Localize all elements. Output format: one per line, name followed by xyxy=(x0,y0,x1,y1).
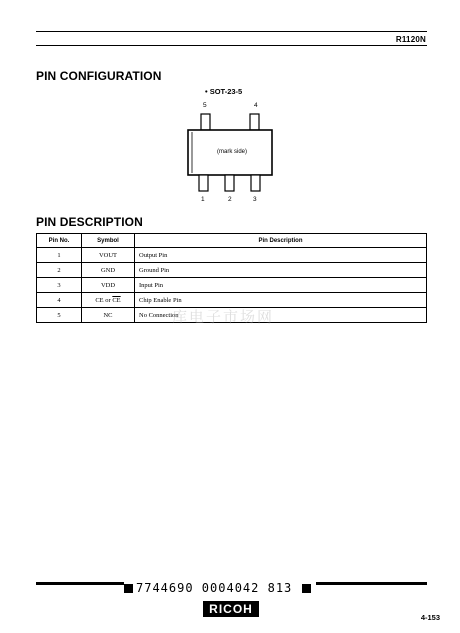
pin-no-cell: 2 xyxy=(37,263,82,278)
pin-number-top: 5 xyxy=(203,102,207,109)
column-header: Pin No. xyxy=(37,234,82,248)
table-row xyxy=(37,263,427,278)
barcode-text: 7744690 0004042 813 xyxy=(136,581,293,595)
pin-number-bottom: 3 xyxy=(253,196,257,203)
description-cell: Ground Pin xyxy=(135,263,427,278)
symbol-cell: GND xyxy=(82,263,135,278)
pin-number-bottom: 2 xyxy=(228,196,232,203)
table-header-row xyxy=(37,234,427,248)
symbol-cell: NC xyxy=(82,308,135,323)
lead-pin-2 xyxy=(225,175,234,191)
symbol-text-inverted: $\overline{CE}$ xyxy=(112,296,121,304)
description-cell: Output Pin xyxy=(135,248,427,263)
header-rule-bottom xyxy=(36,45,427,46)
description-cell: Input Pin xyxy=(135,278,427,293)
pin-no-cell: 1 xyxy=(37,248,82,263)
pin-number-top: 4 xyxy=(254,102,258,109)
pin-number-bottom: 1 xyxy=(201,196,205,203)
description-cell: No Connection xyxy=(135,308,427,323)
footer-bar-left xyxy=(36,582,124,585)
pin-description-title: PIN DESCRIPTION xyxy=(36,215,143,229)
footer-bar-right xyxy=(316,582,427,585)
ricoh-logo: RICOH xyxy=(203,601,259,617)
footer-square-left xyxy=(124,584,133,593)
package-label: • SOT-23-5 xyxy=(205,87,243,96)
pin-configuration-title: PIN CONFIGURATION xyxy=(36,69,162,83)
symbol-cell xyxy=(82,293,135,308)
footer-square-right xyxy=(302,584,311,593)
table-row xyxy=(37,278,427,293)
page-number: 4-153 xyxy=(420,613,440,622)
description-cell: Chip Enable Pin xyxy=(135,293,427,308)
lead-pin-4 xyxy=(250,114,259,130)
lead-pin-3 xyxy=(251,175,260,191)
symbol-cell: VOUT xyxy=(82,248,135,263)
column-header: Pin Description xyxy=(135,234,427,248)
mark-side-label: (mark side) xyxy=(216,149,247,155)
symbol-cell: VDD xyxy=(82,278,135,293)
lead-pin-1 xyxy=(199,175,208,191)
pin-no-cell: 4 xyxy=(37,293,82,308)
part-number: R1120N xyxy=(395,35,426,44)
lead-pin-5 xyxy=(201,114,210,130)
symbol-text: CE or xyxy=(95,296,113,304)
column-header: Symbol xyxy=(82,234,135,248)
pin-no-cell: 3 xyxy=(37,278,82,293)
watermark: 库电子市场网 xyxy=(172,308,275,326)
header-rule xyxy=(36,31,427,32)
pin-no-cell: 5 xyxy=(37,308,82,323)
table-row xyxy=(37,248,427,263)
